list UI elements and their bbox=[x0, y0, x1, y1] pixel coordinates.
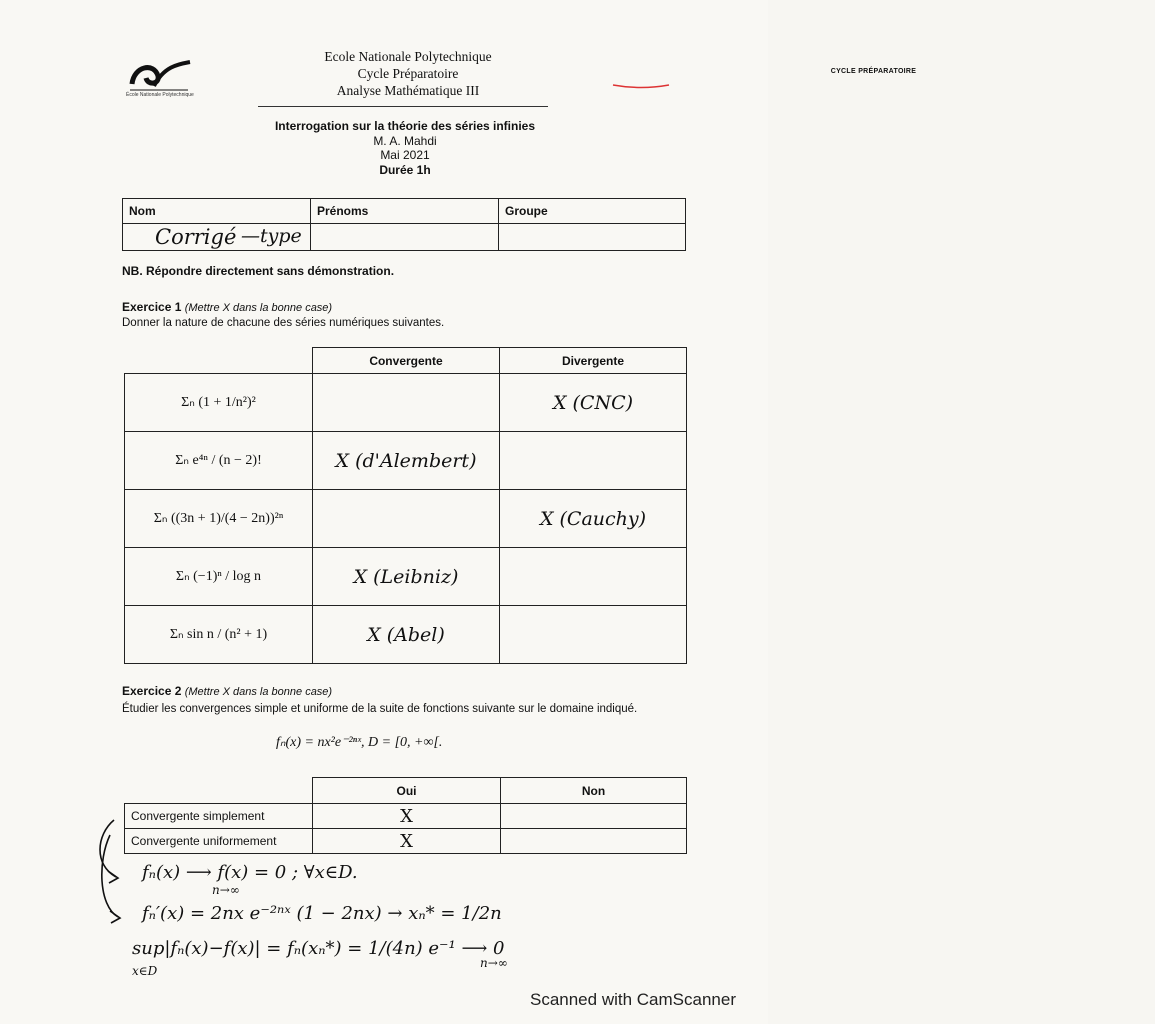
exam-title: Interrogation sur la théorie des séries infinies bbox=[274, 119, 536, 133]
table-row bbox=[125, 490, 687, 548]
col-oui: Oui bbox=[313, 778, 501, 804]
logo-left-caption: École Nationale Polytechnique bbox=[126, 92, 194, 98]
series-cell bbox=[125, 548, 313, 606]
exercise2-description: Étudier les convergences simple et uniforme de la suite de fonctions suivante sur le domaine indiqué. bbox=[122, 703, 638, 715]
convergent-cell[interactable]: X (d'Alembert) bbox=[313, 432, 500, 490]
table-row bbox=[125, 804, 687, 829]
header-divider bbox=[258, 106, 548, 107]
nom-handwritten: Corrigé bbox=[155, 225, 237, 249]
divergent-cell[interactable] bbox=[500, 432, 687, 490]
series-formula: Σₙ sin n / (n² + 1) bbox=[169, 627, 268, 642]
table-row bbox=[125, 432, 687, 490]
exercise1-table bbox=[124, 347, 687, 664]
header-line2: Cycle Préparatoire bbox=[357, 66, 459, 81]
divergent-cell[interactable]: X (Cauchy) bbox=[500, 490, 687, 548]
header-groupe: Groupe bbox=[499, 199, 686, 224]
exam-duration: Durée 1h bbox=[379, 162, 431, 177]
logo-right-text: CYCLE PRÉPARATOIRE bbox=[830, 68, 917, 75]
exam-title-block bbox=[200, 119, 610, 177]
exercise2-table bbox=[124, 777, 687, 854]
solution-line1: fₙ(x) ⟶ f(x) = 0 ; ∀x∈D. bbox=[142, 862, 358, 883]
non-cell[interactable] bbox=[501, 829, 687, 854]
exercise1-heading bbox=[122, 300, 332, 314]
row-label: Convergente uniformement bbox=[125, 829, 313, 854]
table-row bbox=[125, 829, 687, 854]
identity-table bbox=[122, 198, 686, 251]
col-non: Non bbox=[501, 778, 687, 804]
convergent-cell[interactable]: X (Abel) bbox=[313, 606, 500, 664]
header-line1: Ecole Nationale Polytechnique bbox=[324, 49, 492, 64]
header-nom: Nom bbox=[123, 199, 311, 224]
solution-line3-arrow-sub: n→∞ bbox=[480, 956, 508, 970]
cycle-logo bbox=[592, 68, 917, 96]
header-prenoms: Prénoms bbox=[311, 199, 499, 224]
series-cell bbox=[125, 606, 313, 664]
convergent-cell[interactable]: X (Leibniz) bbox=[313, 548, 500, 606]
exercise1-label: Exercice 1 bbox=[122, 300, 182, 314]
exercise2-heading bbox=[122, 684, 332, 698]
divergent-cell[interactable] bbox=[500, 548, 687, 606]
series-formula: Σₙ ((3n + 1)/(4 − 2n))²ⁿ bbox=[153, 511, 284, 526]
table-row bbox=[125, 374, 687, 432]
series-formula: Σₙ e⁴ⁿ / (n − 2)! bbox=[175, 453, 262, 468]
solution-line3: sup|fₙ(x)−f(x)| = fₙ(xₙ*) = 1/(4n) e⁻¹ ⟶ 0 bbox=[132, 938, 505, 959]
divergent-cell[interactable] bbox=[500, 606, 687, 664]
exercise1-hint: (Mettre X dans la bonne case) bbox=[184, 302, 333, 314]
series-cell bbox=[125, 432, 313, 490]
series-formula: Σₙ (1 + 1/n²)² bbox=[181, 395, 256, 410]
series-formula: Σₙ (−1)ⁿ / log n bbox=[175, 569, 262, 584]
bracket-arrow-icon bbox=[92, 815, 132, 925]
series-cell bbox=[125, 490, 313, 548]
exam-date: Mai 2021 bbox=[380, 148, 430, 162]
prenoms-handwritten: —type bbox=[241, 225, 302, 247]
groupe-cell[interactable] bbox=[499, 224, 686, 251]
col-divergente: Divergente bbox=[500, 348, 687, 374]
col-convergente: Convergente bbox=[313, 348, 500, 374]
function-formula: fₙ(x) = nx²e⁻²ⁿˣ, D = [0, +∞[. bbox=[276, 735, 443, 750]
convergent-cell[interactable] bbox=[313, 490, 500, 548]
divergent-cell[interactable]: X (CNC) bbox=[500, 374, 687, 432]
oui-cell[interactable]: X bbox=[313, 829, 501, 854]
exercise2-label: Exercice 2 bbox=[122, 684, 182, 698]
school-logo bbox=[124, 56, 194, 108]
oui-cell[interactable]: X bbox=[313, 804, 501, 829]
prenoms-cell[interactable] bbox=[241, 224, 499, 251]
exercise2-hint: (Mettre X dans la bonne case) bbox=[184, 686, 333, 698]
exercise1-description: Donner la nature de chacune des séries numériques suivantes. bbox=[122, 317, 445, 329]
institution-header bbox=[258, 48, 558, 99]
solution-line3-sub: x∈D bbox=[132, 964, 158, 978]
series-cell bbox=[125, 374, 313, 432]
solution-line2: fₙ′(x) = 2nx e⁻²ⁿˣ (1 − 2nx) → xₙ* = 1/2n bbox=[142, 903, 502, 924]
table-row bbox=[125, 548, 687, 606]
non-cell[interactable] bbox=[501, 804, 687, 829]
camscanner-watermark: Scanned with CamScanner bbox=[529, 990, 736, 1009]
empty-corner bbox=[125, 348, 313, 374]
exam-author: M. A. Mahdi bbox=[373, 133, 437, 148]
convergent-cell[interactable] bbox=[313, 374, 500, 432]
header-line3: Analyse Mathématique III bbox=[336, 83, 480, 98]
empty-corner bbox=[125, 778, 313, 804]
table-row bbox=[125, 606, 687, 664]
nb-instruction: NB. Répondre directement sans démonstration. bbox=[122, 264, 395, 278]
solution-line1-sub: n→∞ bbox=[212, 883, 240, 897]
row-label: Convergente simplement bbox=[125, 804, 313, 829]
